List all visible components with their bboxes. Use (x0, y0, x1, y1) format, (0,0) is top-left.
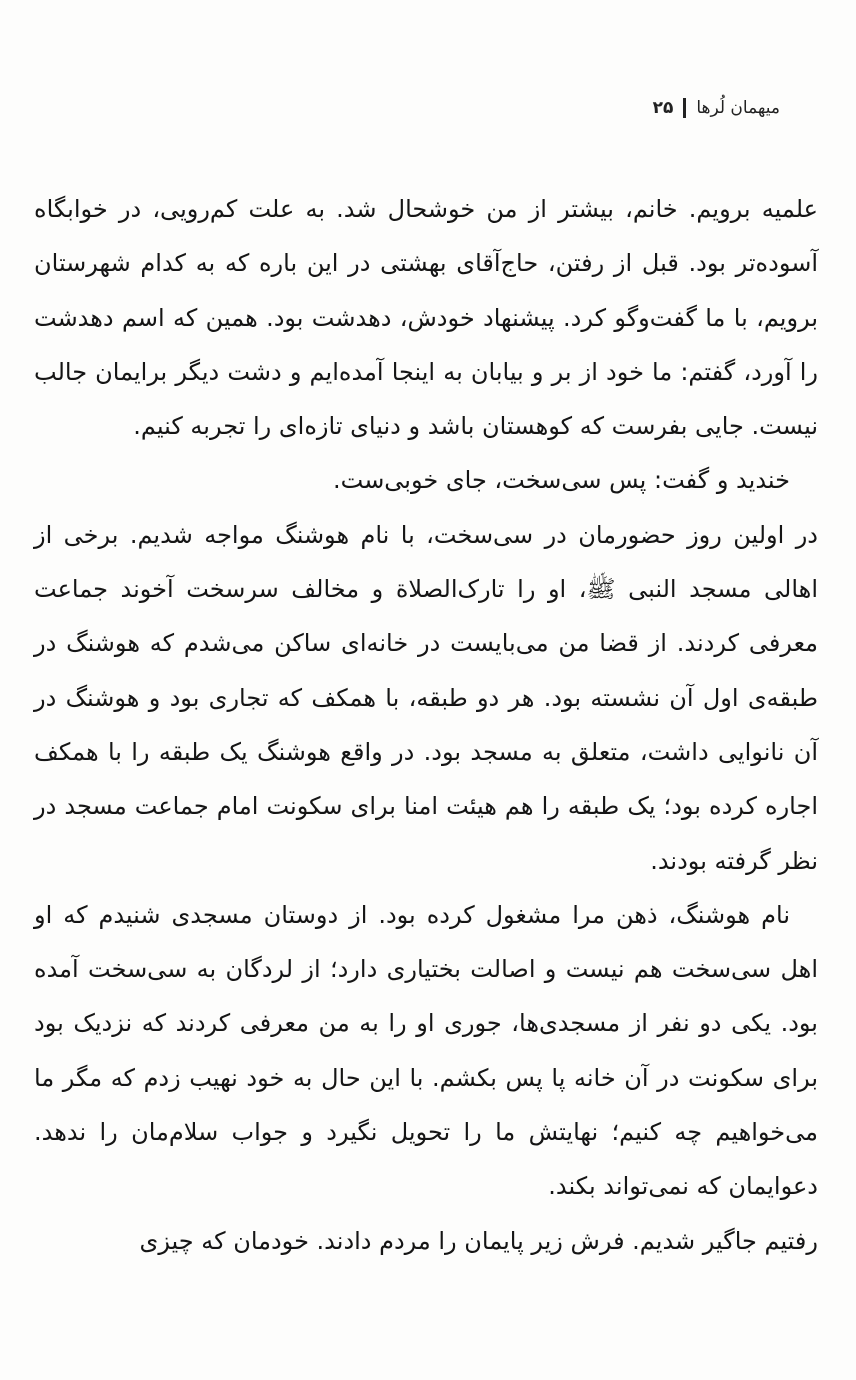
paragraph: رفتیم جاگیر شدیم. فرش زیر پایمان را مردم دادند. خودمان که چیزی (139, 1226, 818, 1255)
header-separator (683, 98, 686, 118)
paragraph: خندید و گفت: پس سی‌سخت، جای خوبی‌ست. (333, 466, 790, 495)
book-title: میهمان لُرها (696, 98, 780, 118)
body-text (34, 182, 818, 1268)
paragraph: علمیه برویم. خانم، بیشتر از من خوشحال شد. به علت کم‌رویی، در خوابگاه آسوده‌تر بود. قبل از رفتن، حاج‌آقای بهشتی در این باره که به کدام شهرستان برویم، با ما گفت‌وگو کرد. پیشنهاد خودش، دهدشت بود. همین که اسم دهدشت را آورد، گفتم: ما خود از بر و بیابان به اینجا آمده‌ایم و دشت دیگر برایمان جالب نیست. جایی بفرست که کوهستان باشد و دنیای تازه‌ای را تجربه کنیم. (34, 195, 818, 441)
paragraph: در اولین روز حضورمان در سی‌سخت، با نام هوشنگ مواجه شدیم. برخی از اهالی مسجد النبی ﷺ، او را تارک‌الصلاة و مخالف سرسخت آخوند جماعت معرفی کردند. از قضا من می‌بایست در خانه‌ای ساکن می‌شدم که هوشنگ در طبقه‌ی اول آن نشسته بود. هر دو طبقه، با همکف که تجاری بود و هوشنگ در آن نانوایی داشت، متعلق به مسجد بود. در واقع هوشنگ یک طبقه را با همکف اجاره کرده بود؛ یک طبقه را هم هیئت امنا برای سکونت امام جماعت مسجد در نظر گرفته بودند. (34, 520, 818, 875)
running-header (653, 98, 780, 118)
page-number: ۲۵ (652, 98, 674, 118)
paragraph: نام هوشنگ، ذهن مرا مشغول کرده بود. از دوستان مسجدی شنیدم که او اهل سی‌سخت هم نیست و اصالت بختیاری دارد؛ از لردگان به سی‌سخت آمده بود. یکی دو نفر از مسجدی‌ها، جوری او را به من معرفی کردند که نزدیک بود برای سکونت در آن خانه پا پس بکشم. با این حال به خود نهیب زدم که مگر ما می‌خواهیم چه کنیم؛ نهایتش ما را تحویل نگیرد و جواب سلام‌مان را ندهد. دعوایمان که نمی‌تواند بکند. (34, 900, 818, 1201)
